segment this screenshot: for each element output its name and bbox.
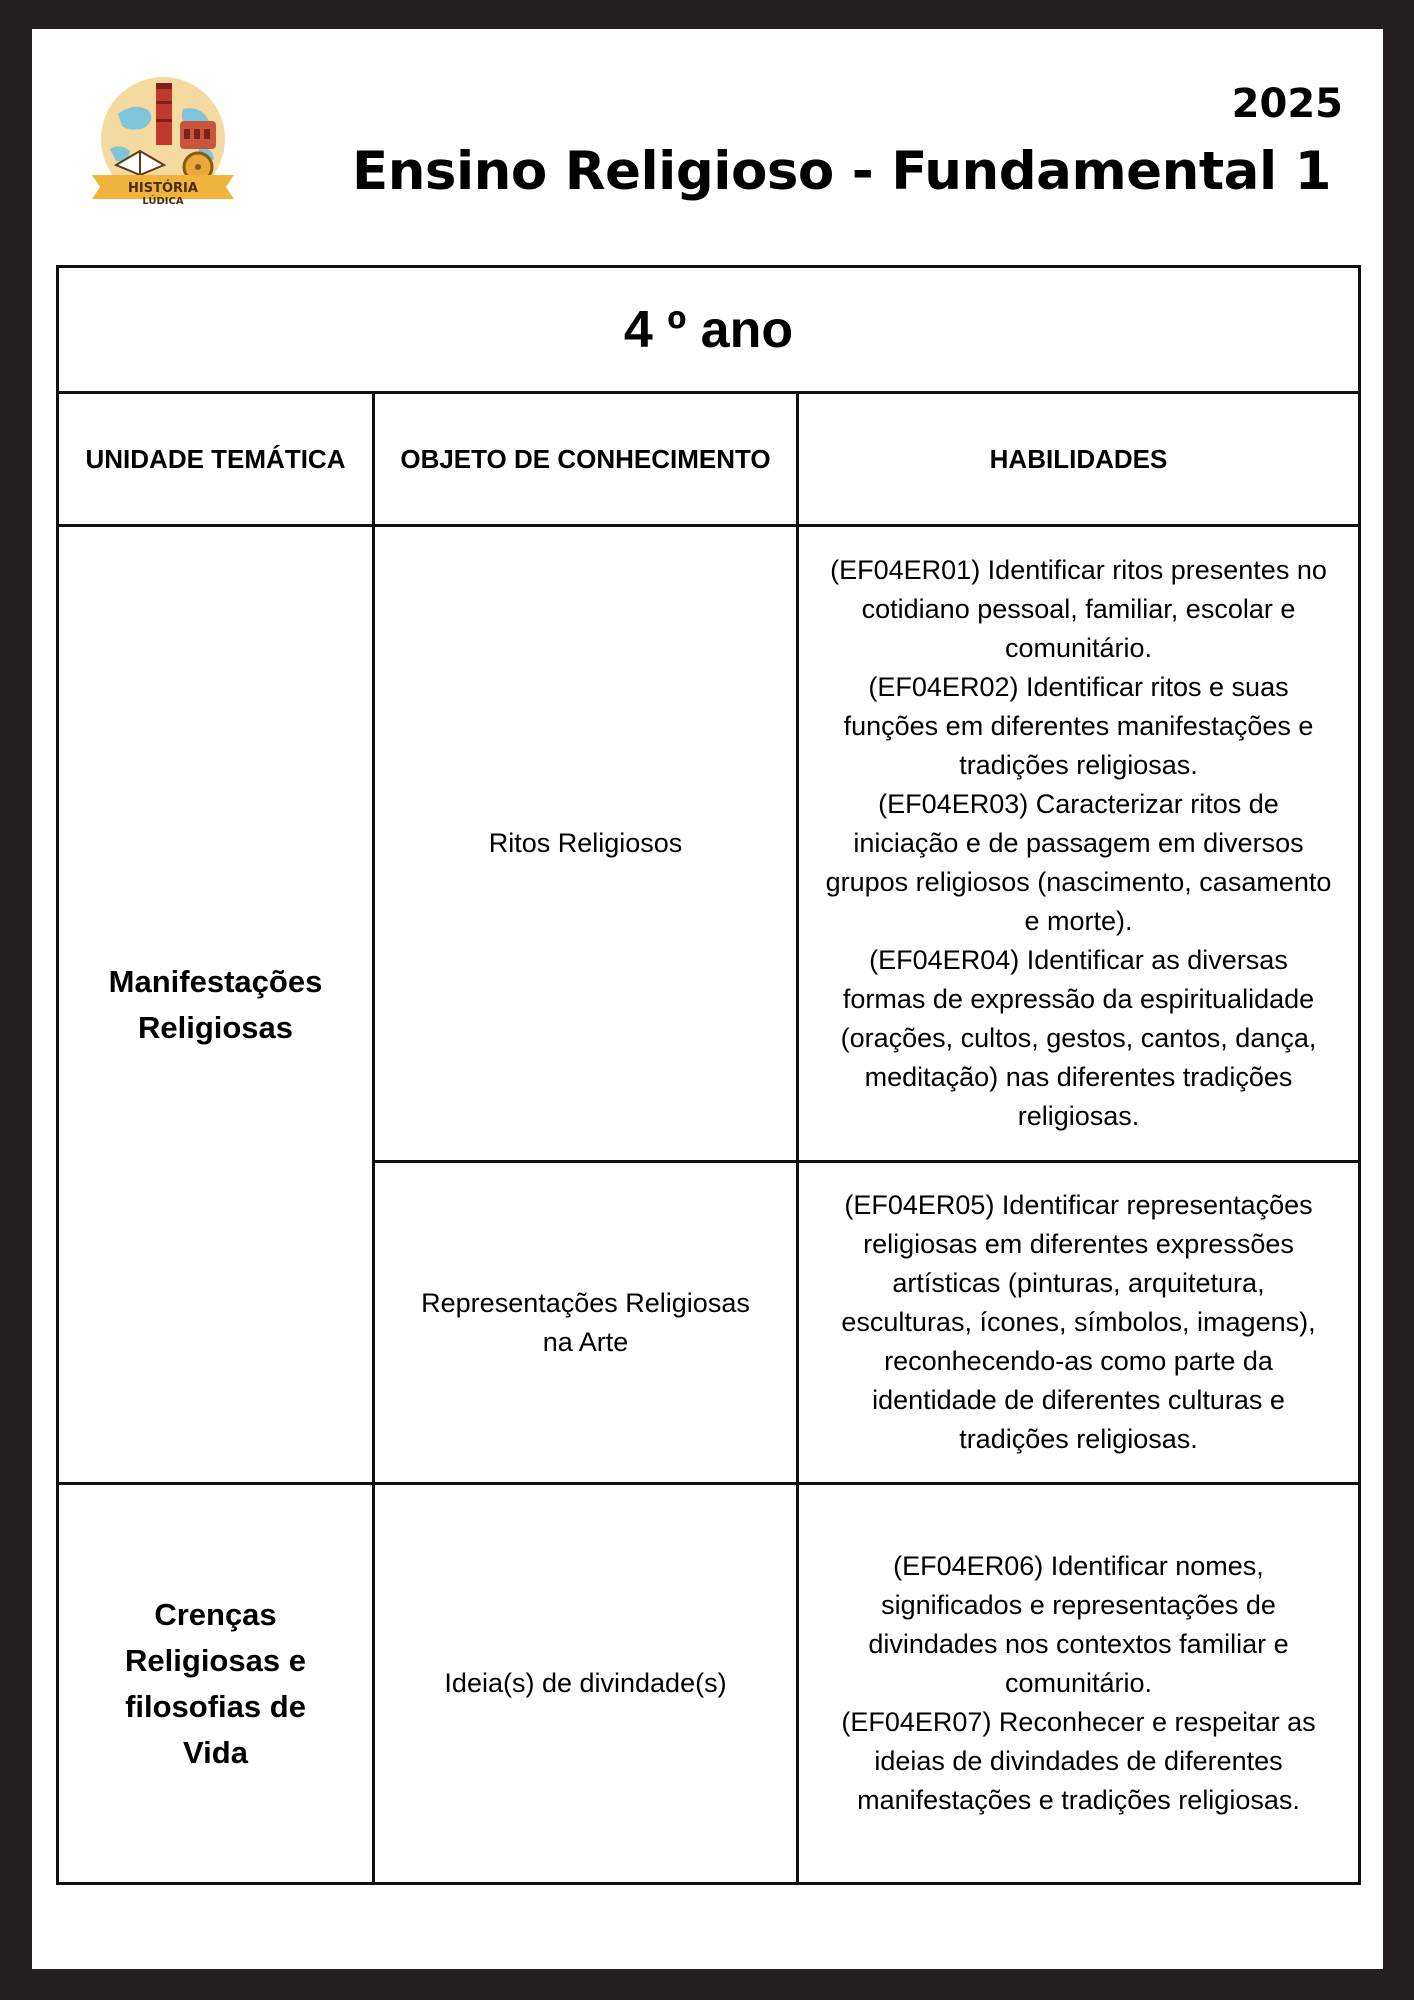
object-cell bbox=[374, 1162, 798, 1484]
table-row bbox=[58, 526, 1360, 1162]
skill-item: (EF04ER06) Identificar nomes, significados e representações de divindades nos contextos familiar e comunitário. bbox=[868, 1551, 1289, 1698]
unit-name: Crenças Religiosas e filosofias de Vida bbox=[125, 1596, 306, 1770]
table-row bbox=[58, 1484, 1360, 1884]
skill-item: (EF04ER04) Identificar as diversas formas de expressão da espiritualidade (orações, cultos, gestos, cantos, dança, meditação) nas diferentes tradições religiosas. bbox=[840, 945, 1317, 1131]
column-header-unit: UNIDADE TEMÁTICA bbox=[58, 393, 374, 526]
column-header-skills: HABILIDADES bbox=[798, 393, 1360, 526]
logo-text-ludica: LÚDICA bbox=[142, 196, 184, 207]
logo-text-historia: HISTÓRIA bbox=[128, 181, 198, 196]
skills-cell bbox=[798, 1484, 1360, 1884]
unit-cell bbox=[58, 1484, 374, 1884]
skill-item: (EF04ER07) Reconhecer e respeitar as ideias de divindades de diferentes manifestações e tradições religiosas. bbox=[841, 1707, 1316, 1815]
skills-cell bbox=[798, 1162, 1360, 1484]
skill-item: (EF04ER02) Identificar ritos e suas funções em diferentes manifestações e tradições religiosas. bbox=[843, 672, 1314, 780]
historia-ludica-logo bbox=[88, 69, 238, 219]
grade-header: 4 º ano bbox=[58, 267, 1360, 393]
column-header-object: OBJETO DE CONHECIMENTO bbox=[374, 393, 798, 526]
skills-cell bbox=[798, 526, 1360, 1162]
unit-name: Manifestações Religiosas bbox=[108, 963, 323, 1045]
object-cell: Ideia(s) de divindade(s) bbox=[374, 1484, 798, 1884]
object-name: Representações Religiosas na Arte bbox=[421, 1287, 750, 1357]
page-title: Ensino Religioso - Fundamental 1 bbox=[352, 141, 1331, 202]
object-cell: Ritos Religiosos bbox=[374, 526, 798, 1162]
unit-cell bbox=[58, 526, 374, 1484]
year-label: 2025 bbox=[1231, 81, 1343, 127]
document-page bbox=[32, 29, 1383, 1969]
curriculum-table bbox=[56, 265, 1361, 1885]
skill-item: (EF04ER03) Caracterizar ritos de iniciação e de passagem em diversos grupos religiosos (nascimento, casamento e morte). bbox=[825, 789, 1332, 936]
skill-item: (EF04ER05) Identificar representações religiosas em diferentes expressões artísticas (pinturas, arquitetura, esculturas, ícones, símbolos, imagens), reconhecendo-as como parte da identidade de diferentes culturas e tradições religiosas. bbox=[841, 1190, 1316, 1454]
skill-item: (EF04ER01) Identificar ritos presentes no cotidiano pessoal, familiar, escolar e comunitário. bbox=[830, 555, 1327, 663]
